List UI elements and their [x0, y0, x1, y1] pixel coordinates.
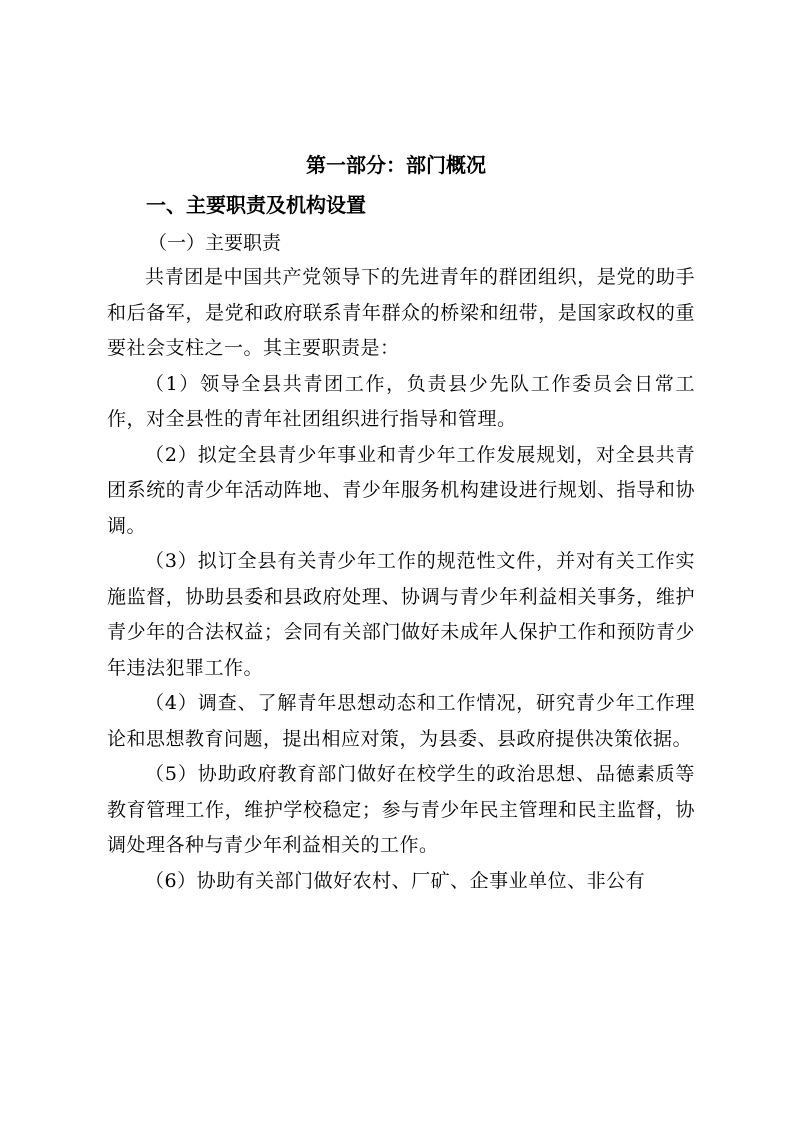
section-heading: 一、主要职责及机构设置: [146, 193, 366, 217]
paragraph-duty-1: （1）领导全县共青团工作，负责县少先队工作委员会日常工作，对全县性的青年社团组织进行指导和管理。: [107, 372, 695, 430]
paragraph-duty-5: （5）协助政府教育部门做好在校学生的政治思想、品德素质等教育管理工作，维护学校稳定；参与青少年民主管理和民主监督，协调处理各种与青少年利益相关的工作。: [107, 763, 695, 856]
paragraph-duty-6: （6）协助有关部门做好农村、厂矿、企事业单位、非公有: [145, 869, 646, 892]
paragraph-duty-3: （3）拟订全县有关青少年工作的规范性文件，并对有关工作实施监督，协助县委和县政府处理、协调与青少年利益相关事务，维护青少年的合法权益；会同有关部门做好未成年人保护工作和预防青少年违法犯罪工作。: [107, 550, 695, 679]
paragraph-intro: 共青团是中国共产党领导下的先进青年的群团组织，是党的助手和后备军，是党和政府联系青年群众的桥梁和纽带，是国家政权的重要社会支柱之一。其主要职责是：: [107, 266, 695, 359]
subsection-heading: （一）主要职责: [148, 232, 282, 254]
body-text: [107, 260, 695, 899]
paragraph-duty-4: （4）调查、了解青年思想动态和工作情况，研究青少年工作理论和思想教育问题，提出相应对策，为县委、县政府提供决策依据。: [107, 692, 695, 750]
paragraph-duty-2: （2）拟定全县青少年事业和青少年工作发展规划，对全县共青团系统的青少年活动阵地、青少年服务机构建设进行规划、指导和协调。: [107, 443, 695, 537]
page-title: 第一部分：部门概况: [306, 153, 486, 177]
